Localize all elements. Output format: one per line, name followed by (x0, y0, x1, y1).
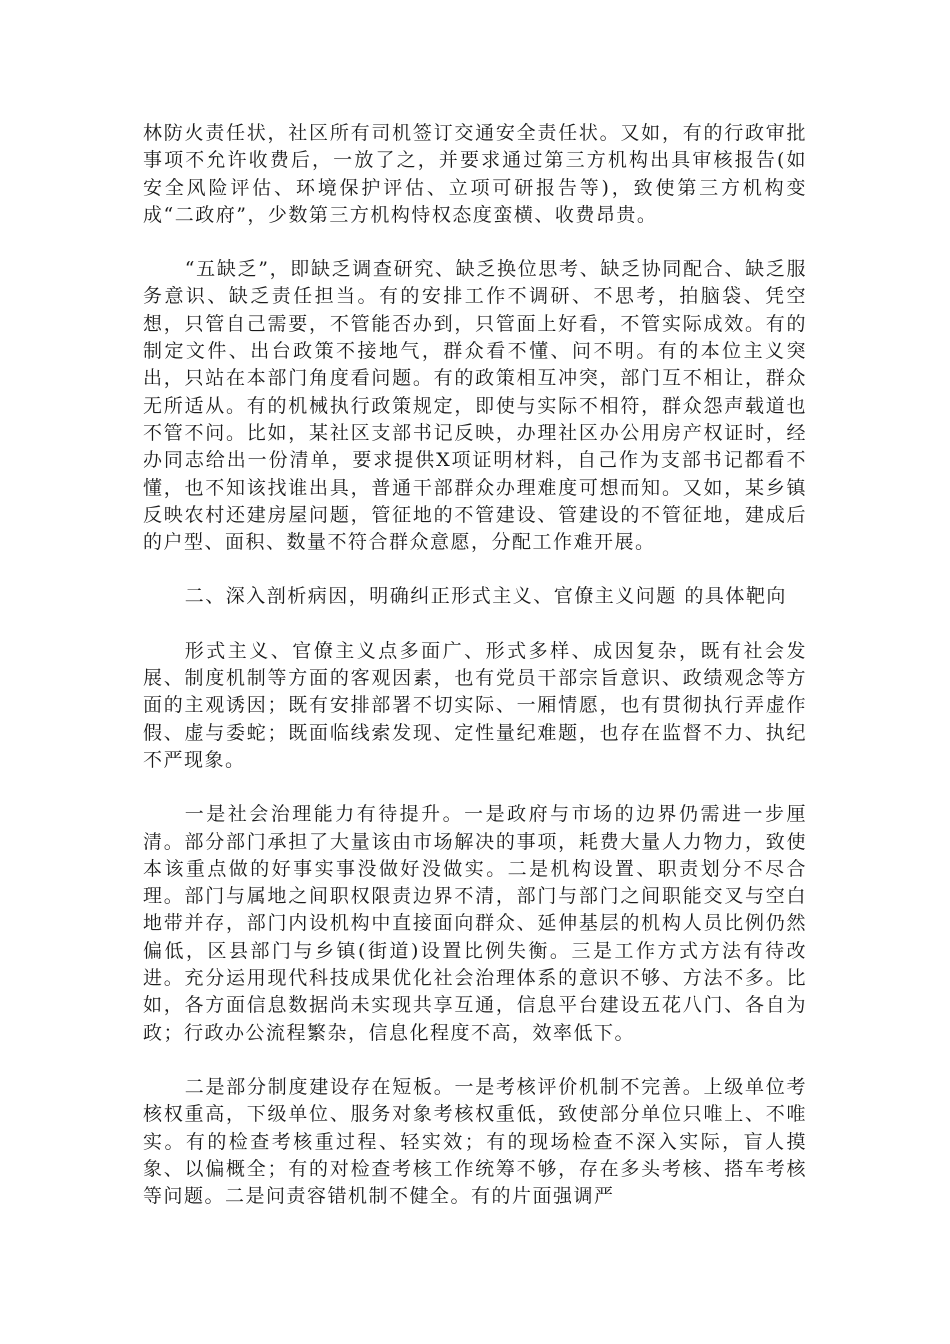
document-body (143, 120, 807, 1237)
paragraph-five-lacks: “五缺乏”，即缺乏调查研究、缺乏换位思考、缺乏协同配合、缺乏服务意识、缺乏责任担当。有的安排工作不调研、不思考，拍脑袋、凭空想，只管自己需要，不管能否办到，只管面上好看，不管实际成效。有的制定文件、出台政策不接地气，群众看不懂、问不明。有的本位主义突出，只站在本部门角度看问题。有的政策相互冲突，部门互不相让，群众无所适从。有的机械执行政策规定，即使与实际不相符，群众怨声载道也不管不问。比如，某社区支部书记反映，办理社区办公用房产权证时，经办同志给出一份清单，要求提供X项证明材料，自己作为支部书记都看不懂，也不知该找谁出具，普通干部群众办理难度可想而知。又如，某乡镇反映农村还建房屋问题，管征地的不管建设、管建设的不管征地，建成后的户型、面积、数量不符合群众意愿，分配工作难开展。 (143, 258, 807, 554)
section-heading-two: 二、深入剖析病因，明确纠正形式主义、官僚主义问题 的具体靶向 (184, 585, 787, 608)
paragraph-governance-capacity: 一是社会治理能力有待提升。一是政府与市场的边界仍需进一步厘清。部分部门承担了大量该由市场解决的事项，耗费大量人力物力，致使本该重点做的好事实事没做好没做实。二是机构设置、职责划分不尽合理。部门与属地之间职权限责边界不清，部门与部门之间职能交叉与空白地带并存，部门内设机构中直接面向群众、延伸基层的机构人员比例仍然偏低，区县部门与乡镇(街道)设置比例失衡。三是工作方式方法有待改进。充分运用现代科技成果优化社会治理体系的意识不够、方法不多。比如，各方面信息数据尚未实现共享互通，信息平台建设五花八门、各自为政；行政办公流程繁杂，信息化程度不高，效率低下。 (143, 803, 807, 1044)
paragraph-continuation: 林防火责任状，社区所有司机签订交通安全责任状。又如，有的行政审批事项不允许收费后，一放了之，并要求通过第三方机构出具审核报告(如安全风险评估、环境保护评估、立项可研报告等)，致使第三方机构变成“二政府”，少数第三方机构恃权态度蛮横、收费昂贵。 (143, 122, 807, 226)
paragraph-causes-overview: 形式主义、官僚主义点多面广、形式多样、成因复杂，既有社会发展、制度机制等方面的客观因素，也有党员干部宗旨意识、政绩观念等方面的主观诱因；既有安排部署不切实际、一厢情愿，也有贯彻执行弄虚作假、虚与委蛇；既面临线索发现、定性量纪难题，也存在监督不力、执纪不严现象。 (143, 639, 807, 771)
paragraph-institutional-shortcomings: 二是部分制度建设存在短板。一是考核评价机制不完善。上级单位考核权重高，下级单位、服务对象考核权重低，致使部分单位只唯上、不唯实。有的检查考核重过程、轻实效；有的现场检查不深入实际，盲人摸象、以偏概全；有的对检查考核工作统筹不够，存在多头考核、搭车考核等问题。二是问责容错机制不健全。有的片面强调严 (143, 1075, 807, 1208)
